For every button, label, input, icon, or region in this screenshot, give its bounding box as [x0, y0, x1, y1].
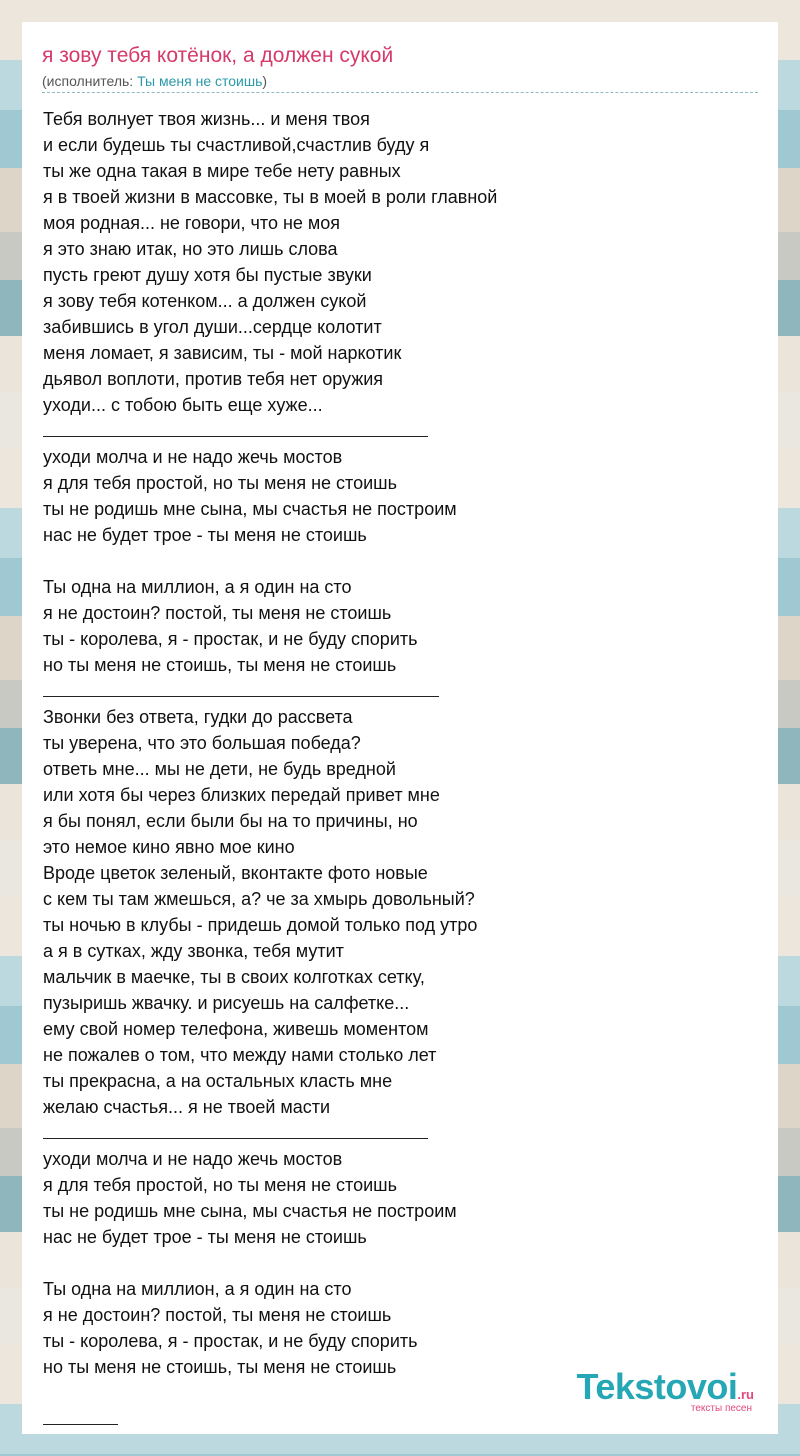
lyric-line: уходи молча и не надо жечь мостов — [43, 447, 343, 467]
lyric-line: уходи молча и не надо жечь мостов — [43, 1149, 343, 1169]
song-title: я зову тебя котёнок, а должен сукой — [42, 44, 394, 67]
separator-line — [43, 678, 763, 704]
lyric-line: Вроде цветок зеленый, вконтакте фото новые — [43, 863, 428, 883]
lyric-line: но ты меня не стоишь, ты меня не стоишь — [43, 655, 397, 675]
artist-line — [42, 73, 758, 93]
lyric-line: или хотя бы через близких передай привет мне — [43, 785, 440, 805]
lyric-line: и если будешь ты счастливой,счастлив буду я — [43, 135, 430, 155]
artist-link[interactable]: Ты меня не стоишь — [137, 73, 263, 89]
lyric-line: но ты меня не стоишь, ты меня не стоишь — [43, 1357, 397, 1377]
lyric-line: я для тебя простой, но ты меня не стоишь — [43, 1175, 397, 1195]
logo-wordmark: Tekstovoi — [576, 1366, 738, 1407]
lyric-line: ты же одна такая в мире тебе нету равных — [43, 161, 401, 181]
separator-rule — [43, 436, 428, 437]
lyric-line: я зову тебя котенком... а должен сукой — [43, 291, 367, 311]
blank-line — [43, 1250, 763, 1276]
lyric-line: пузыришь жвачку. и рисуешь на салфетке... — [43, 993, 410, 1013]
lyric-line: желаю счастья... я не твоей масти — [43, 1097, 331, 1117]
separator-line — [43, 1120, 763, 1146]
lyric-line: пусть греют душу хотя бы пустые звуки — [43, 265, 372, 285]
lyric-line: моя родная... не говори, что не моя — [43, 213, 341, 233]
lyric-line: с кем ты там жмешься, а? че за хмырь довольный? — [43, 889, 475, 909]
lyric-line: это немое кино явно мое кино — [43, 837, 295, 857]
lyric-line: нас не будет трое - ты меня не стоишь — [43, 1227, 367, 1247]
logo-tagline: тексты песен — [690, 1403, 752, 1414]
lyric-line: ты ночью в клубы - придешь домой только под утро — [43, 915, 478, 935]
lyric-line: ответь мне... мы не дети, не будь вредной — [43, 759, 396, 779]
site-logo[interactable] — [576, 1366, 755, 1414]
lyric-line: забившись в угол души...сердце колотит — [43, 317, 382, 337]
artist-suffix: ) — [262, 73, 268, 89]
lyric-line: ты - королева, я - простак, и не буду спорить — [43, 629, 418, 649]
lyric-line: Звонки без ответа, гудки до рассвета — [43, 707, 353, 727]
logo-tld: .ru — [737, 1387, 754, 1402]
lyrics-card — [22, 22, 778, 1434]
lyric-line: я бы понял, если были бы на то причины, но — [43, 811, 418, 831]
separator-rule — [43, 1424, 118, 1425]
artist-prefix: (исполнитель: — [42, 73, 138, 89]
lyrics-body — [43, 106, 763, 1432]
lyric-line: ты прекрасна, а на остальных класть мне — [43, 1071, 393, 1091]
lyric-line: ему свой номер телефона, живешь моментом — [43, 1019, 429, 1039]
lyric-line: меня ломает, я зависим, ты - мой наркотик — [43, 343, 402, 363]
lyric-line: а я в сутках, жду звонка, тебя мутит — [43, 941, 344, 961]
lyric-line: ты - королева, я - простак, и не буду спорить — [43, 1331, 418, 1351]
lyric-line: ты не родишь мне сына, мы счастья не построим — [43, 499, 457, 519]
lyric-line: нас не будет трое - ты меня не стоишь — [43, 525, 367, 545]
separator-rule — [43, 1138, 428, 1139]
separator-line — [43, 418, 763, 444]
separator-rule — [43, 696, 439, 697]
lyric-line: Тебя волнует твоя жизнь... и меня твоя — [43, 109, 370, 129]
lyric-line: ты уверена, что это большая победа? — [43, 733, 361, 753]
lyric-line: я в твоей жизни в массовке, ты в моей в роли главной — [43, 187, 498, 207]
lyric-line: не пожалев о том, что между нами столько лет — [43, 1045, 437, 1065]
lyric-line: мальчик в маечке, ты в своих колготках сетку, — [43, 967, 425, 987]
lyric-line: дьявол воплоти, против тебя нет оружия — [43, 369, 384, 389]
blank-line — [43, 548, 763, 574]
lyric-line: я не достоин? постой, ты меня не стоишь — [43, 603, 392, 623]
lyric-line: уходи... с тобою быть еще хуже... — [43, 395, 323, 415]
lyric-line: я не достоин? постой, ты меня не стоишь — [43, 1305, 392, 1325]
lyric-line: ты не родишь мне сына, мы счастья не построим — [43, 1201, 457, 1221]
lyric-line: Ты одна на миллион, а я один на сто — [43, 577, 352, 597]
lyric-line: я это знаю итак, но это лишь слова — [43, 239, 338, 259]
lyric-line: Ты одна на миллион, а я один на сто — [43, 1279, 352, 1299]
lyric-line: я для тебя простой, но ты меня не стоишь — [43, 473, 397, 493]
